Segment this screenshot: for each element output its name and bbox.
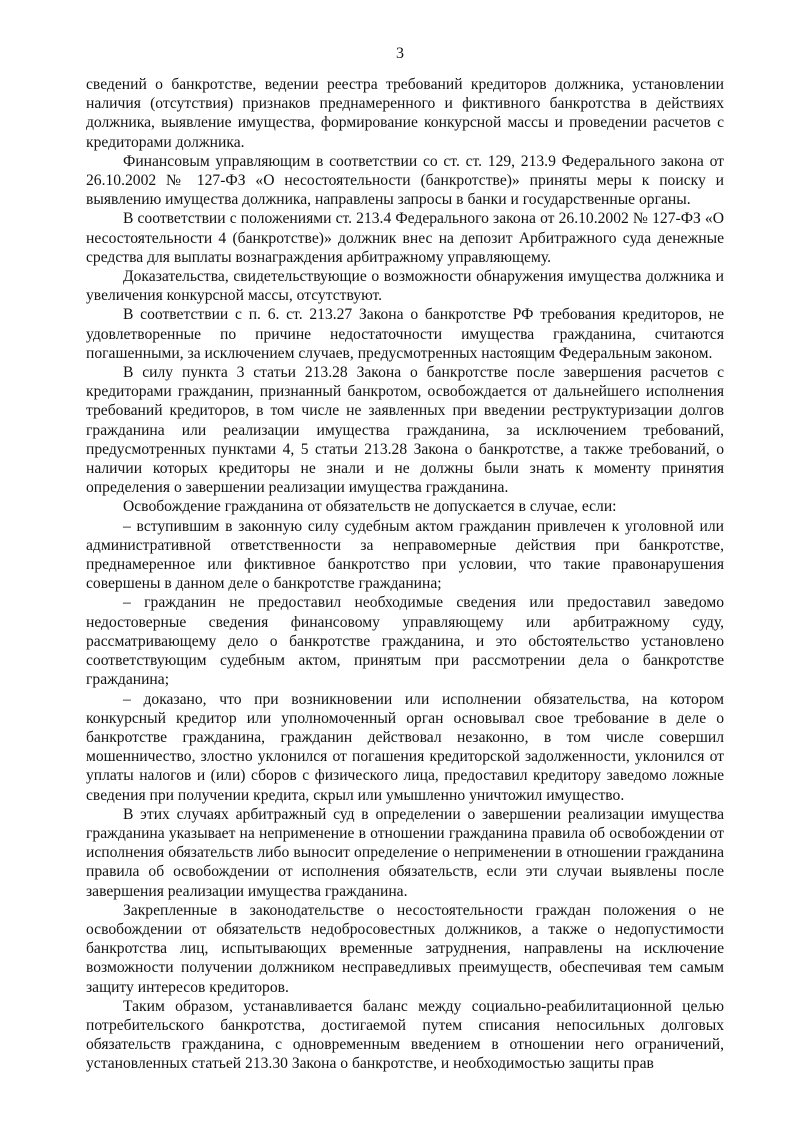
list-item: ‒ вступившим в законную силу судебным актом гражданин привлечен к уголовной или административной ответственности за неправомерные действия при банкротстве, преднамеренное или фиктивное банкротство при условии, что такие правонарушения совершены в данном деле о банкротстве гражданина; <box>86 517 724 593</box>
paragraph: Освобождение гражданина от обязательств не допускается в случае, если: <box>123 498 617 516</box>
paragraph: В соответствии с положениями ст. 213.4 Федерального закона от 26.10.2002 № 127-ФЗ «О несостоятельности 4 (банкротстве)» должник внес на депозит Арбитражного суда денежные средства для выплаты вознаграждения арбитражному управляющему. <box>86 210 724 266</box>
paragraph: В силу пункта 3 статьи 213.28 Закона о банкротстве после завершения расчетов с кредиторами гражданин, признанный банкротом, освобождается от дальнейшего исполнения требований кредиторов, в том числе не заявленных при введении реструктуризации долгов гражданина или реализации имущества гражданина, за исключением требований, предусмотренных пунктами 4, 5 статьи 213.28 Закона о банкротстве, а также требований, о наличии которых кредиторы не знали и не должны были знать к моменту принятия определения о завершении реализации имущества гражданина. <box>86 364 724 497</box>
list-item: ‒ гражданин не предоставил необходимые сведения или предоставил заведомо недостоверные сведения финансовому управляющему или арбитражному суду, рассматривающему дело о банкротстве гражданина, и это обстоятельство установлено соответствующим судебным актом, принятым при рассмотрении дела о банкротстве гражданина; <box>86 594 724 689</box>
paragraph: В этих случаях арбитражный суд в определении о завершении реализации имущества гражданина указывает на неприменение в отношении гражданина правила об освобождении от исполнения обязательств либо выносит определение о неприменении в отношении гражданина правила об освобождении от исполнения обязательств, если эти случаи выявлены после завершения реализации имущества гражданина. <box>86 805 724 900</box>
paragraph: Финансовым управляющим в соответствии со ст. ст. 129, 213.9 Федерального закона от 26.10.2002 № 127-ФЗ «О несостоятельности (банкротстве)» приняты меры к поиску и выявлению имущества должника, направлены запросы в банки и государственные органы. <box>86 152 724 209</box>
paragraph: Таким образом, устанавливается баланс между социально-реабилитационной целью потребительского банкротства, достигаемой путем списания непосильных долговых обязательств гражданина, с одновременным введением в отношении него ограничений, установленных статьей 213.30 Закона о банкротстве, и необходимостью защиты прав <box>86 997 724 1073</box>
paragraph: Закрепленные в законодательстве о несостоятельности граждан положения о не освобождении от обязательств недобросовестных должников, а также о недопустимости банкротства лиц, испытывающих временные затруднения, направлены на исключение возможности получении должником несправедливых преимуществ, обеспечивая тем самым защиту интересов кредиторов. <box>86 901 724 996</box>
page-number: 3 <box>396 45 404 62</box>
paragraph: Доказательства, свидетельствующие о возможности обнаружения имущества должника и увеличения конкурсной массы, отсутствуют. <box>86 268 724 305</box>
paragraph: В соответствии с п. 6. ст. 213.27 Закона о банкротстве РФ требования кредиторов, не удовлетворенные по причине недостаточности имущества гражданина, считаются погашенными, за исключением случаев, предусмотренных настоящим Федеральным законом. <box>86 306 724 362</box>
document-body <box>86 75 724 1074</box>
paragraph-continuation: сведений о банкротстве, ведении реестра требований кредиторов должника, установлении наличия (отсутствия) признаков преднамеренного и фиктивного банкротства в действиях должника, выявление имущества, формирование конкурсной массы и проведении расчетов с кредиторами должника. <box>86 76 724 151</box>
list-item: ‒ доказано, что при возникновении или исполнении обязательства, на котором конкурсный кредитор или уполномоченный орган основывал свое требование в деле о банкротстве гражданина, гражданин действовал незаконно, в том числе совершил мошенничество, злостно уклонился от погашения кредиторской задолженности, уклонился от уплаты налогов и (или) сборов с физического лица, предоставил кредитору заведомо ложные сведения при получении кредита, скрыл или умышленно уничтожил имущество. <box>86 690 724 804</box>
